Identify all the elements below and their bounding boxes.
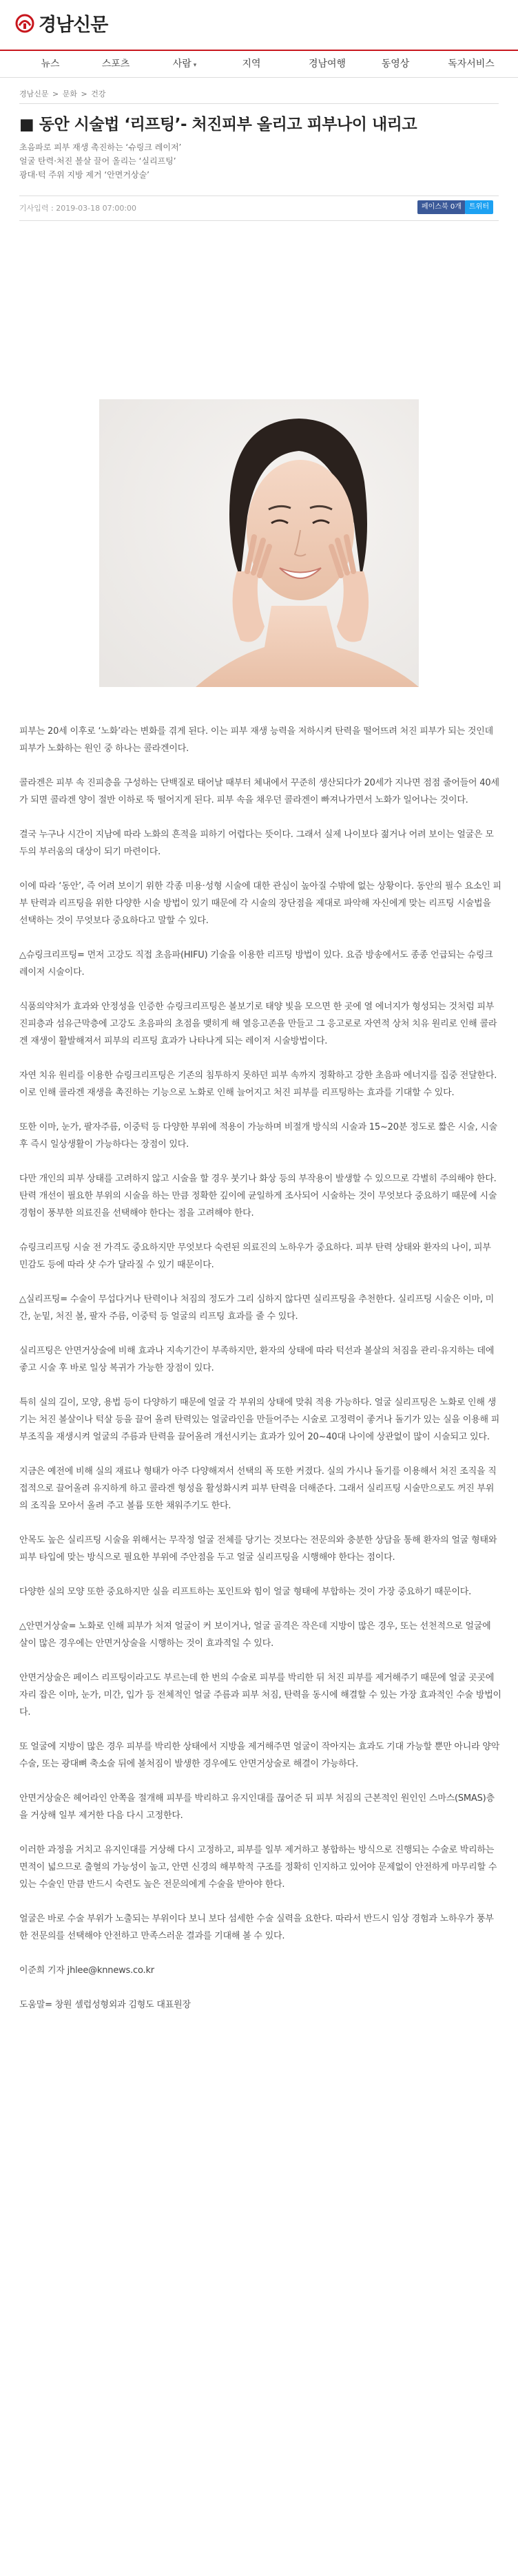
site-logo[interactable]	[15, 10, 107, 36]
article-body	[19, 723, 501, 2031]
article-paragraph: 콜라겐은 피부 속 진피층을 구성하는 단백질로 태어날 때부터 체내에서 꾸준히 생산되다가 20세가 지나면 점점 줄어들어 40세가 되면 콜라겐 양이 절반 이하로 뚝 떨어지게 된다. 피부 속을 채우던 콜라겐이 빠져나가면서 노화가 일어나는 것이다.	[19, 778, 499, 805]
divider	[19, 103, 499, 104]
article-paragraph: 지금은 예전에 비해 실의 재료나 형태가 아주 다양해져서 선택의 폭 또한 커졌다. 실의 가시나 돌기를 이용해서 처진 조직을 직접적으로 끌어올려 유지하게 하고 콜라겐 형성을 활성화시켜 피부 탄력을 더해준다. 그래서 실리프팅 시술만으로도 꺼진 부위의 조직을 모아서 올려 주고 볼륨 또한 채워주기도 한다.	[19, 1466, 497, 1511]
article-byline: 기사입력 : 2019-03-18 07:00:00	[19, 204, 137, 213]
article-subtitle: 얼굴 탄력·처진 볼살 끌어 올리는 ‘실리프팅’	[19, 156, 176, 166]
breadcrumb-culture[interactable]: 문화	[62, 89, 77, 98]
nav-item-label: 지역	[242, 59, 261, 70]
article-paragraph: △안면거상술= 노화로 인해 피부가 처져 얼굴이 커 보이거나, 얼굴 골격은 작은데 지방이 많은 경우, 또는 선천적으로 얼굴에 살이 많은 경우에는 안면거상술을 시행하는 것이 효과적일 수 있다.	[19, 1621, 491, 1649]
article-paragraph: 도움말= 창원 셀럽성형외과 김형도 대표원장	[19, 2000, 191, 2010]
article-paragraph: 다만 개인의 피부 상태를 고려하지 않고 시술을 할 경우 붓기나 화상 등의 부작용이 발생할 수 있으므로 각별히 주의해야 한다. 탄력 개선이 필요한 부위의 시술을 하는 만큼 정확한 깊이에 균일하게 조사되어 시술하는 것이 무엇보다 중요하기 때문에 시술 경험이 풍부한 의료진을 선택해야 한다는 점을 고려해야 한다.	[19, 1174, 497, 1218]
article-paragraph: 이에 따라 ‘동안’, 즉 어려 보이기 위한 각종 미용·성형 시술에 대한 관심이 높아질 수밖에 없는 상황이다. 동안의 필수 요소인 피부 탄력과 리프팅을 위한 다양한 시술 방법이 있기 때문에 각 시술의 장단점을 제대로 파악해 자신에게 맞는 리프팅 시술법을 선택하는 것이 무엇보다 중요하다고 말할 수 있다.	[19, 881, 501, 926]
article-paragraph: △실리프팅= 수술이 무섭다거나 탄력이나 처짐의 정도가 그리 심하지 않다면 실리프팅을 추천한다. 실리프팅 시술은 이마, 미간, 눈밑, 처진 볼, 팔자 주름, 이중턱 등 얼굴의 리프팅 효과를 줄 수 있다.	[19, 1294, 494, 1322]
nav-item[interactable]	[227, 51, 276, 77]
article-subtitles	[19, 140, 488, 182]
twitter-share-button[interactable]: 트위터	[465, 200, 493, 214]
nav-item[interactable]	[296, 51, 358, 77]
article-paragraph: 또 얼굴에 지방이 많은 경우 피부를 박리한 상태에서 지방을 제거해주면 얼굴이 작아지는 효과도 기대 가능할 뿐만 아니라 양악수술, 또는 광대뼈 축소술 뒤에 볼처짐이 발생한 경우에도 안면거상술로 해결이 가능하다.	[19, 1742, 500, 1769]
nav-item-label: 뉴스	[41, 59, 60, 70]
nav-item-label: 스포츠	[101, 59, 130, 70]
article-paragraph: 식품의약처가 효과와 안정성을 인증한 슈링크리프팅은 볼보기로 태양 빛을 모으면 한 곳에 열 에너지가 형성되는 것처럼 피부 진피층과 섬유근막층에 고강도 초음파의 초점을 맺히게 해 열응고존을 만들고 그 응고로로 자연적 상처 치유 원리로 인해 콜라겐 재생이 활발해져서 피부의 리프팅 효과가 나타나게 되는 레이저 시술방법이다.	[19, 1002, 497, 1046]
article-paragraph: 실리프팅은 안면거상술에 비해 효과나 지속기간이 부족하지만, 환자의 상태에 따라 턱선과 볼살의 처짐을 관리·유지하는 데에 좋고 시술 후 바로 일상 복귀가 가능한 장점이 있다.	[19, 1346, 495, 1373]
divider	[19, 220, 499, 221]
nav-item[interactable]	[437, 51, 506, 77]
breadcrumb-health[interactable]: 건강	[91, 89, 106, 98]
article-paragraph: 얼굴은 바로 수술 부위가 노출되는 부위이다 보니 보다 섬세한 수술 실력을 요한다. 따라서 반드시 임상 경험과 노하우가 풍부한 전문의를 선택해야 안전하고 만족스러운 결과를 기대해 볼 수 있다.	[19, 1914, 494, 1941]
article-paragraph: 안목도 높은 실리프팅 시술을 위해서는 무작정 얼굴 전체를 당기는 것보다는 전문의와 충분한 상담을 통해 환자의 얼굴 형태와 피부 타입에 맞는 방식으로 필요한 부위에 주안점을 두고 얼굴 실리프팅을 시행해야 한다는 점이다.	[19, 1535, 497, 1563]
facebook-share-button[interactable]: 페이스북 0개	[417, 200, 466, 214]
nav-item-label: 독자서비스	[448, 59, 495, 70]
breadcrumb-separator: >	[52, 89, 59, 98]
article-paragraph: 특히 실의 길이, 모양, 용법 등이 다양하기 때문에 얼굴 각 부위의 상태에 맞춰 적용 가능하다. 얼굴 실리프팅은 노화로 인해 생기는 처진 볼살이나 턱살 등을 끌어 올려 탄력있는 얼굴라인을 만들어주는 시술로 고정력이 좋거나 돌기가 있는 실을 이용해 피부조직을 재생시켜 얼굴의 주름과 탄력을 끌어올려 개선시키는 효과가 있어 20~40대 나이에 상관없이 많이 시술되고 있다.	[19, 1397, 500, 1442]
article-paragraph: 안면거상술은 페이스 리프팅이라고도 부르는데 한 번의 수술로 피부를 박리한 뒤 처진 피부를 제거해주기 때문에 얼굴 곳곳에 자리 잡은 이마, 눈가, 미간, 입가 등 전체적인 얼굴 주름과 피부 처짐, 탄력을 동시에 해결할 수 있는 가장 효과적인 수술 방법이다.	[19, 1673, 501, 1718]
article-paragraph: 이러한 과정을 거치고 유지인대를 거상해 다시 고정하고, 피부를 일부 제거하고 봉합하는 방식으로 진행되는 수술로 박리하는 면적이 넓으므로 출혈의 가능성이 높고, 안면 신경의 해부학적 구조를 정확히 인지하고 있어야 문제없이 안전하게 마무리할 수 있는 수술인 만큼 반드시 숙련도 높은 전문의에게 수술을 받아야 한다.	[19, 1845, 497, 1890]
article-paragraph: △슈링크리프팅= 먼저 고강도 직접 초음파(HIFU) 기술을 이용한 리프팅 방법이 있다. 요즘 방송에서도 종종 언급되는 슈링크 레이저 시술이다.	[19, 950, 493, 978]
breadcrumb-separator: >	[81, 89, 87, 98]
gyeongnam-logo-icon	[15, 14, 34, 33]
article-paragraph: 다양한 실의 모양 또한 중요하지만 실을 리프트하는 포인트와 힘이 얼굴 형태에 부합하는 것이 가장 중요하기 때문이다.	[19, 1587, 472, 1597]
header	[0, 0, 518, 44]
article-paragraph: 또한 이마, 눈가, 팔자주름, 이중턱 등 다양한 부위에 적용이 가능하며 비절개 방식의 시술과 15~20분 정도로 짧은 시술, 시술 후 즉시 일상생활이 가능하다는 장점이 있다.	[19, 1122, 498, 1150]
breadcrumb	[19, 88, 107, 99]
article-paragraph: 결국 누구나 시간이 지남에 따라 노화의 흔적을 피하기 어렵다는 뜻이다. 그래서 실제 나이보다 젊거나 어려 보이는 얼굴은 모두의 부러움의 대상이 되기 마련이다.	[19, 830, 494, 857]
nav-item[interactable]	[26, 51, 74, 77]
article-paragraph: 슈링크리프팅 시술 전 가격도 중요하지만 무엇보다 숙련된 의료진의 노하우가 중요하다. 피부 탄력 상태와 환자의 나이, 피부 민감도 등에 따라 샷 수가 달라질 수 있기 때문이다.	[19, 1243, 491, 1270]
article-paragraph: 이준희 기자 jhlee@knnews.co.kr	[19, 1965, 154, 1976]
article-title: ■ 동안 시술법 ‘리프팅’- 처진피부 올리고 피부나이 내리고	[19, 116, 417, 134]
nav-item-label: 경남여행	[308, 59, 346, 70]
article-paragraph: 안면거상술은 헤어라인 안쪽을 절개해 피부를 박리하고 유지인대를 끊어준 뒤 피부 처짐의 근본적인 원인인 스마스(SMAS)층을 거상해 일부 제거한 다음 다시 고정한다.	[19, 1793, 495, 1821]
nav-item[interactable]	[88, 51, 143, 77]
site-logo-text: 경남신문	[39, 14, 108, 36]
article-subtitle: 초음파로 피부 재생 촉진하는 ‘슈링크 레이저’	[19, 142, 182, 152]
nav-item-label: 사람	[172, 59, 191, 70]
breadcrumb-home[interactable]: 경남신문	[19, 89, 49, 98]
nav-item[interactable]	[368, 51, 423, 77]
article-photo	[99, 399, 419, 687]
main-nav	[0, 50, 518, 78]
chevron-down-icon: ▾	[193, 62, 197, 69]
article-paragraph: 자연 치유 원리를 이용한 슈링크리프팅은 기존의 침투하지 못하던 피부 속까지 정확하고 강한 초음파 에너지를 집중 전달한다. 이로 인해 콜라겐 재생을 촉진하는 기능으로 노화로 인해 늘어지고 처진 피부를 리프팅하는 효과를 기대할 수 있다.	[19, 1070, 497, 1098]
article-paragraph: 피부는 20세 이후로 ‘노화’라는 변화를 겪게 된다. 이는 피부 재생 능력을 저하시켜 탄력을 떨어뜨려 처진 피부가 되는 것인데 피부가 노화하는 원인 중 하나는 콜라겐이다.	[19, 726, 493, 754]
nav-item[interactable]	[157, 51, 212, 77]
article-subtitle: 광대·턱 주위 지방 제거 ‘안면거상술’	[19, 170, 149, 180]
nav-item-label: 동영상	[381, 59, 410, 70]
